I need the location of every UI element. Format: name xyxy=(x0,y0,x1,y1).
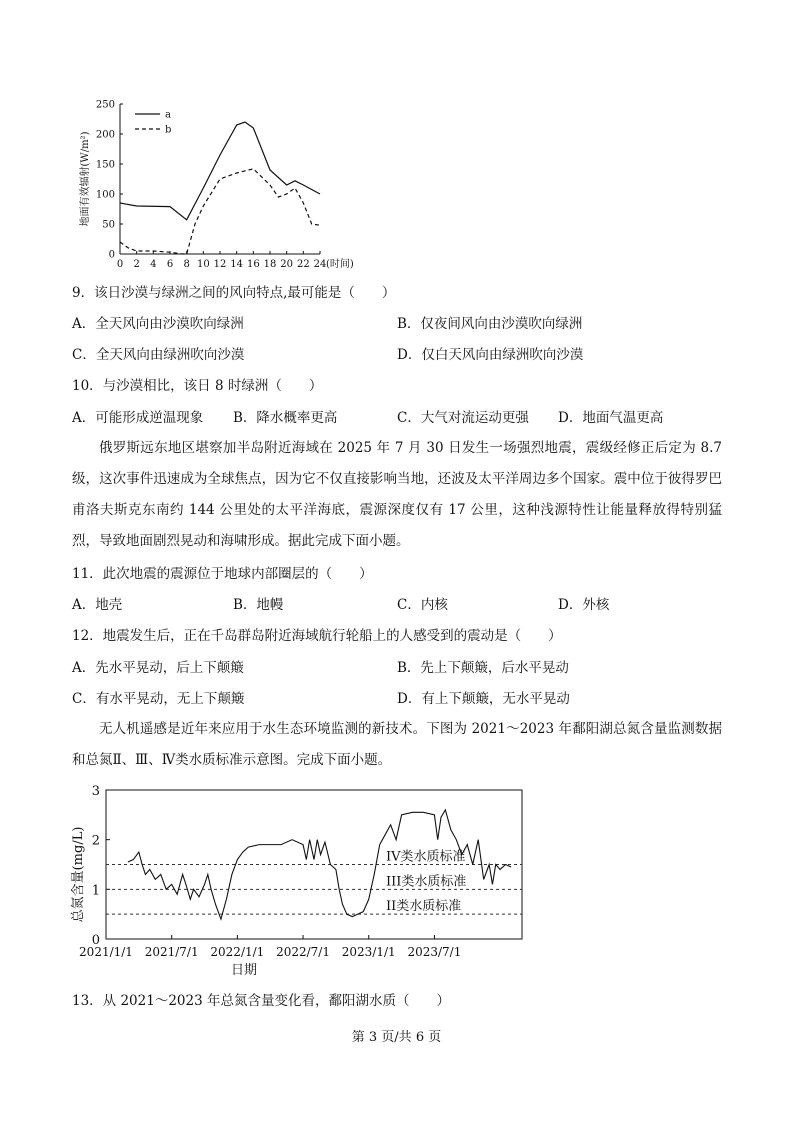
legend-label-a: a xyxy=(165,109,171,121)
page-footer: 第 3 页/共 6 页 xyxy=(351,1030,442,1045)
question-11-option-d: D．外核 xyxy=(558,597,610,613)
x-tick-label: 2023/7/1 xyxy=(407,945,462,959)
x-tick-label: 2021/7/1 xyxy=(144,945,199,959)
x-tick-label: 8 xyxy=(183,259,190,270)
question-9-option-b: B．仅夜间风向由沙漠吹向绿洲 xyxy=(397,316,583,332)
radiation-chart xyxy=(70,92,370,274)
question-10-option-c: C．大气对流运动更强 xyxy=(397,410,529,426)
y-tick-label: 1 xyxy=(91,883,100,899)
question-11-option-c: C．内核 xyxy=(397,597,448,613)
legend-label-b: b xyxy=(165,124,172,136)
y-tick-label: 3 xyxy=(91,784,100,799)
x-tick-label: 16 xyxy=(246,259,260,270)
question-12-option-c: C．有水平晃动，无上下颠簸 xyxy=(72,691,245,707)
y-tick-label: 150 xyxy=(95,159,115,171)
question-11-option-b: B．地幔 xyxy=(233,597,284,613)
x-tick-label: 0 xyxy=(116,259,124,270)
y-tick-label: 2 xyxy=(91,833,100,849)
earthquake-passage: 俄罗斯远东地区堪察加半岛附近海域在 2025 年 7 月 30 日发生一场强烈地震，震级经修正后定为 8.7 级，这次事件迅速成为全球焦点，因为它不仅直接影响当地，还波及太平洋周边多个国家。震中位于彼得罗巴甫洛夫斯克东南约 144 公里处的太平洋海底，震源深度仅有 17 公里，这种浅源特性让能量释放得特别猛烈，导致地面剧烈晃动和海啸形成。据此完成下面小题。 xyxy=(72,440,722,549)
y-tick-label: 50 xyxy=(102,219,115,231)
question-12-stem: 12．地震发生后，正在千岛群岛附近海域航行轮船上的人感受到的震动是（ ） xyxy=(72,628,562,644)
x-tick-label: 2023/1/1 xyxy=(341,945,396,959)
question-10-option-d: D．地面气温更高 xyxy=(558,410,664,426)
x-tick-label: 18 xyxy=(263,259,277,270)
y-tick-label: 0 xyxy=(108,249,115,261)
x-tick-label: 2022/1/1 xyxy=(210,945,265,959)
question-11-option-a: A．地壳 xyxy=(72,597,123,613)
question-10-option-b: B．降水概率更高 xyxy=(233,410,338,426)
poyang-lake-passage: 无人机遥感是近年来应用于水生态环境监测的新技术。下图为 2021～2023 年鄱阳湖总氮含量监测数据和总氮Ⅱ、Ⅲ、Ⅳ类水质标准示意图。完成下面小题。 xyxy=(72,721,722,768)
x-tick-label: 2022/7/1 xyxy=(276,945,331,959)
x-tick-label: 22 xyxy=(296,259,310,270)
question-13-stem: 13．从 2021～2023 年总氮含量变化看，鄱阳湖水质（ ） xyxy=(72,993,450,1009)
x-axis-label: (时间) xyxy=(326,259,354,270)
y-tick-label: 100 xyxy=(95,189,115,201)
x-tick-label: 14 xyxy=(230,259,244,270)
question-10-option-a: A．可能形成逆温现象 xyxy=(72,410,204,426)
question-9-option-a: A．全天风向由沙漠吹向绿洲 xyxy=(72,316,244,332)
x-tick-label: 20 xyxy=(280,259,294,270)
x-tick-label: 6 xyxy=(166,259,174,270)
x-axis-label: 日期 xyxy=(230,963,258,978)
reference-line-label: III类水质标准 xyxy=(386,874,467,890)
question-12-option-a: A．先水平晃动，后上下颠簸 xyxy=(72,660,244,676)
question-10-stem: 10．与沙漠相比，该日 8 时绿洲（ ） xyxy=(72,378,323,394)
question-9-option-c: C．全天风向由绿洲吹向沙漠 xyxy=(72,347,245,363)
x-tick-label: 12 xyxy=(213,259,227,270)
question-9-option-d: D．仅白天风向由绿洲吹向沙漠 xyxy=(397,347,584,363)
x-tick-label: 24 xyxy=(313,259,327,270)
y-tick-label: 200 xyxy=(95,129,115,141)
x-tick-label: 10 xyxy=(196,259,210,270)
x-tick-label: 2021/1/1 xyxy=(79,945,133,959)
reference-line-label: II类水质标准 xyxy=(386,899,462,915)
y-tick-label: 0 xyxy=(91,933,100,948)
series-b-line xyxy=(120,169,320,254)
question-11-stem: 11．此次地震的震源位于地球内部圈层的（ ） xyxy=(72,566,373,582)
x-tick-label: 4 xyxy=(150,259,157,270)
reference-line-label: IV类水质标准 xyxy=(386,849,466,865)
y-axis-label: 地面有效辐射(W/m²) xyxy=(80,131,91,227)
nitrogen-chart xyxy=(66,780,536,980)
series-a-line xyxy=(120,122,320,220)
x-tick-label: 2 xyxy=(133,259,140,270)
question-12-option-b: B．先上下颠簸，后水平晃动 xyxy=(397,660,569,676)
y-tick-label: 250 xyxy=(95,99,115,111)
y-axis-label: 总氮含量(mg/L) xyxy=(71,826,86,923)
question-9-stem: 9．该日沙漠与绿洲之间的风向特点,最可能是（ ） xyxy=(72,285,396,301)
question-12-option-d: D．有上下颠簸，无水平晃动 xyxy=(397,691,570,707)
